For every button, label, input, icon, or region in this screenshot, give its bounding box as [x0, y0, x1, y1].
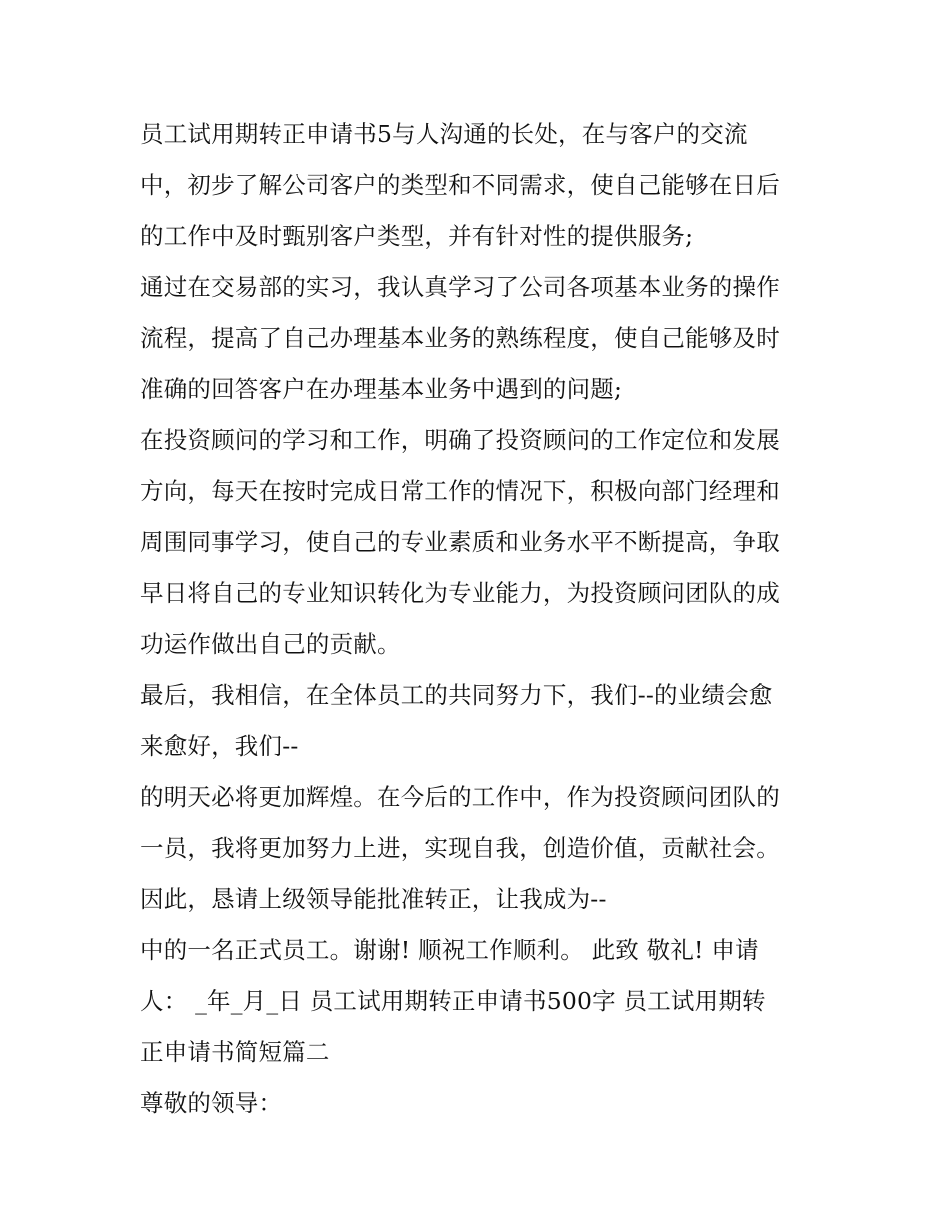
text-line: 在投资顾问的学习和工作，明确了投资顾问的工作定位和发展: [140, 426, 780, 454]
text-line: 人： _年_月_日 员工试用期转正申请书500字 员工试用期转: [140, 987, 766, 1015]
text-line: 员工试用期转正申请书5与人沟通的长处，在与客户的交流: [140, 120, 748, 148]
text-line: 周围同事学习，使自己的专业素质和业务水平不断提高，争取: [140, 528, 780, 556]
text-line: 尊敬的领导：: [140, 1089, 283, 1117]
text-line: 一员，我将更加努力上进，实现自我，创造价值，贡献社会。: [140, 834, 780, 862]
text-line: 流程，提高了自己办理基本业务的熟练程度，使自己能够及时: [140, 324, 780, 352]
text-line: 来愈好，我们--: [140, 732, 299, 760]
text-line: 功运作做出自己的贡献。: [140, 630, 401, 658]
text-line: 中，初步了解公司客户的类型和不同需求，使自己能够在日后: [140, 171, 780, 199]
document-body: [140, 109, 830, 1129]
text-line: 早日将自己的专业知识转化为专业能力，为投资顾问团队的成: [140, 579, 780, 607]
text-line: 最后，我相信，在全体员工的共同努力下，我们--的业绩会愈: [140, 681, 773, 709]
text-line: 的明天必将更加辉煌。在今后的工作中，作为投资顾问团队的: [140, 783, 780, 811]
text-line: 正申请书简短篇二: [140, 1038, 330, 1066]
text-line: 的工作中及时甄别客户类型，并有针对性的提供服务;: [140, 222, 694, 250]
text-line: 因此，恳请上级领导能批准转正，让我成为--: [140, 885, 607, 913]
text-line: 准确的回答客户在办理基本业务中遇到的问题;: [140, 375, 623, 403]
text-line: 通过在交易部的实习，我认真学习了公司各项基本业务的操作: [140, 273, 780, 301]
text-line: 方向，每天在按时完成日常工作的情况下，积极向部门经理和: [140, 477, 780, 505]
text-line: 中的一名正式员工。谢谢! 顺祝工作顺利。 此致 敬礼! 申请: [140, 936, 759, 964]
